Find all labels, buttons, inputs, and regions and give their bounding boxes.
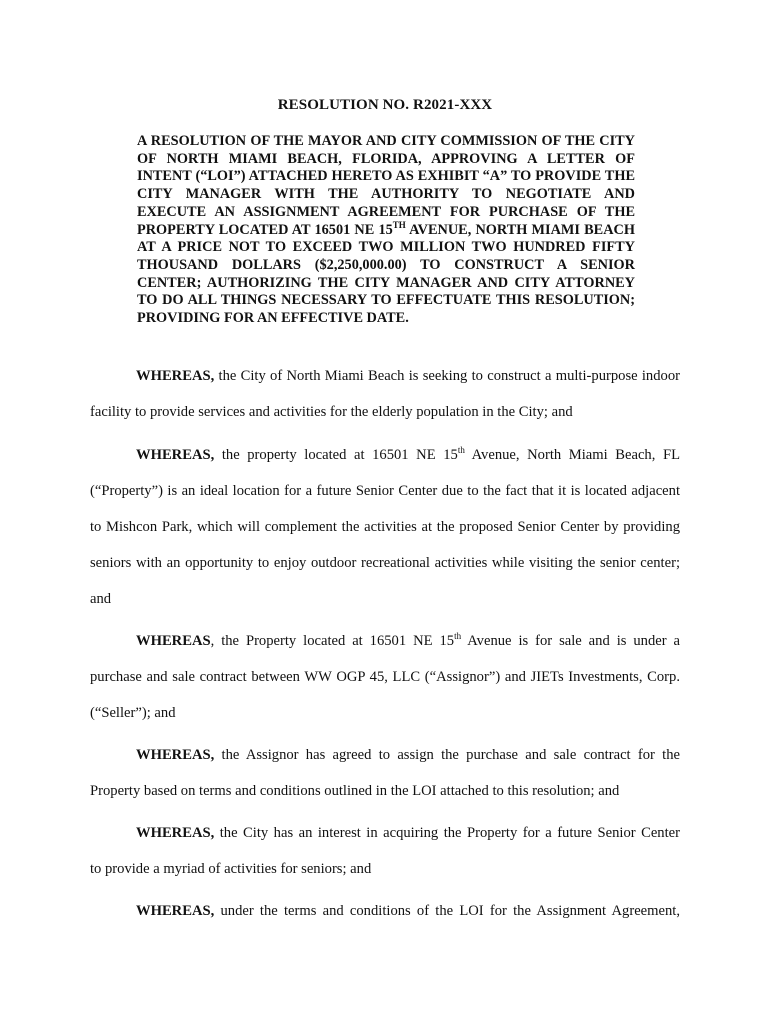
heading-superscript: TH [392, 219, 406, 230]
superscript: th [454, 631, 462, 642]
paragraph-line [90, 545, 680, 581]
paragraph-line [90, 773, 680, 809]
paragraph-text: seniors with an opportunity to enjoy outdoor recreational activities while visiting the senior center; [90, 555, 680, 571]
paragraph-line [90, 815, 680, 851]
paragraph-text: to provide a myriad of activities for seniors; and [90, 861, 372, 877]
paragraph-text: , the Property located at 16501 NE 15 [210, 633, 455, 649]
paragraph-text: facility to provide services and activities for the elderly population in the City; and [90, 404, 573, 420]
superscript: th [457, 445, 465, 456]
paragraph-text: the property located at 16501 NE 15 [214, 447, 458, 463]
paragraph-text: the Assignor has agreed to assign the purchase and sale contract for the [214, 747, 680, 763]
paragraph-text: Property based on terms and conditions outlined in the LOI attached to this resolution; and [90, 783, 620, 799]
whereas-label: WHEREAS, [136, 747, 215, 763]
paragraph-text: purchase and sale contract between WW OGP 45, LLC (“Assignor”) and JIETs Investments, Corp. [90, 669, 680, 685]
paragraph-line [90, 659, 680, 695]
paragraph-text: Avenue is for sale and is under a [461, 633, 680, 649]
paragraph-line [90, 623, 680, 659]
paragraph-line [90, 437, 680, 473]
paragraph-line [90, 394, 680, 430]
paragraph-text: under the terms and conditions of the LOI for the Assignment Agreement, [214, 903, 680, 919]
paragraph-line [90, 893, 680, 929]
whereas-paragraph-6 [90, 893, 680, 929]
paragraph-text: the City has an interest in acquiring the Property for a future Senior Center [214, 825, 680, 841]
whereas-paragraph-2 [90, 437, 680, 617]
whereas-label: WHEREAS, [136, 368, 215, 384]
paragraph-text: (“Seller”); and [90, 705, 176, 721]
paragraph-line [90, 358, 680, 394]
paragraph-text: (“Property”) is an ideal location for a future Senior Center due to the fact that it is located adjacent [90, 483, 680, 499]
paragraph-line [90, 851, 680, 887]
paragraph-line [90, 737, 680, 773]
paragraph-text: and [90, 591, 112, 607]
whereas-paragraph-3 [90, 623, 680, 731]
resolution-heading [137, 133, 635, 328]
resolution-number: RESOLUTION NO. R2021-XXX [277, 97, 493, 113]
paragraph-line [90, 695, 680, 731]
paragraph-text: Avenue, North Miami Beach, FL [464, 447, 680, 463]
paragraph-text: the City of North Miami Beach is seeking to construct a multi-purpose indoor [214, 368, 680, 384]
whereas-label: WHEREAS, [136, 903, 215, 919]
whereas-paragraph-1 [90, 358, 680, 430]
whereas-label: WHEREAS, [136, 447, 215, 463]
heading-text-part1: A RESOLUTION OF THE MAYOR AND CITY COMMISSION OF THE CITY OF NORTH MIAMI BEACH, FLORIDA, APPROVING A LETTER OF INTENT (“LOI”) ATTACHED HERETO AS EXHIBIT “A” TO PROVIDE THE CITY MANAGER WITH THE AUTHORITY TO NEGOTIATE AND EXECUTE AN ASSIGNMENT AGREEMENT FOR PURCHASE OF THE PROPERTY LOCATED AT 16501 NE 15 [137, 133, 635, 238]
paragraph-line [90, 509, 680, 545]
whereas-paragraph-5 [90, 815, 680, 887]
whereas-label: WHEREAS [136, 633, 211, 649]
paragraph-line [90, 581, 680, 617]
whereas-label: WHEREAS, [136, 825, 215, 841]
paragraph-line [90, 473, 680, 509]
whereas-paragraph-4 [90, 737, 680, 809]
paragraph-text: to Mishcon Park, which will complement the activities at the proposed Senior Center by providing [90, 519, 680, 535]
heading-text-part2: AVENUE, NORTH MIAMI BEACH AT A PRICE NOT TO EXCEED TWO MILLION TWO HUNDRED FIFTY THOUSAND DOLLARS ($2,250,000.00) TO CONSTRUCT A SENIOR CENTER; AUTHORIZING THE CITY MANAGER AND CITY ATTORNEY TO DO ALL THINGS NECESSARY TO EFFECTUATE THIS RESOLUTION; PROVIDING FOR AN EFFECTIVE DATE. [137, 221, 635, 327]
